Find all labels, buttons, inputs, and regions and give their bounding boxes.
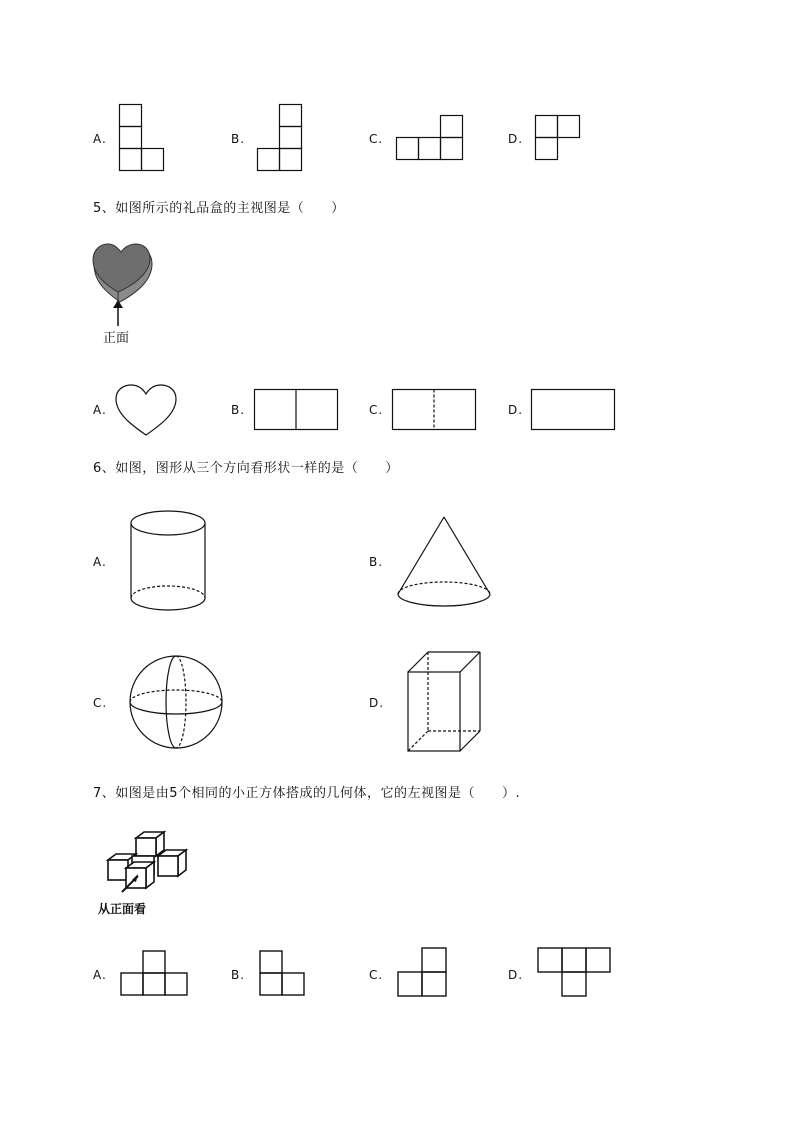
q4-option-d-label[interactable]: D.	[508, 132, 524, 146]
q6-option-a-label[interactable]: A.	[93, 555, 107, 569]
q7-option-a-figure	[120, 950, 190, 997]
q5-option-c-rect	[392, 389, 476, 430]
q4-option-d-figure	[535, 115, 582, 161]
q7-option-d-figure	[537, 947, 613, 999]
q5-option-b-rect	[254, 389, 338, 430]
q6-option-b-label[interactable]: B.	[369, 555, 384, 569]
q4-option-b-figure	[257, 104, 303, 172]
q7-option-a-label[interactable]: A.	[93, 968, 107, 982]
q4-option-b-label[interactable]: B.	[231, 132, 246, 146]
q6-option-c-label[interactable]: C.	[93, 696, 108, 710]
cylinder-figure	[130, 510, 208, 612]
q5-question-text: 5、如图所示的礼品盒的主视图是（ ）	[93, 201, 345, 216]
q6-option-d-label[interactable]: D.	[369, 696, 385, 710]
q7-option-b-label[interactable]: B.	[231, 968, 246, 982]
q5-option-b-label[interactable]: B.	[231, 403, 246, 417]
q4-option-c-figure	[396, 115, 465, 161]
q4-option-a-figure	[119, 104, 165, 172]
q7-option-b-figure	[259, 950, 307, 997]
q7-option-c-label[interactable]: C.	[369, 968, 384, 982]
q7-question-text: 7、如图是由5个相同的小正方体搭成的几何体，它的左视图是（ ）.	[93, 786, 521, 801]
front-label: 正面	[103, 331, 130, 346]
q7-option-d-label[interactable]: D.	[508, 968, 524, 982]
q5-option-a-label[interactable]: A.	[93, 403, 107, 417]
q5-option-d-label[interactable]: D.	[508, 403, 524, 417]
cuboid-figure	[407, 651, 481, 753]
q5-option-a-heart	[115, 384, 177, 436]
q5-option-d-rect	[531, 389, 615, 430]
cubes-figure	[104, 830, 194, 892]
q5-option-c-label[interactable]: C.	[369, 403, 384, 417]
q7-option-c-figure	[397, 947, 449, 999]
heart-gift-box-figure	[90, 242, 156, 304]
sphere-figure	[128, 654, 224, 750]
q6-question-text: 6、如图，图形从三个方向看形状一样的是（ ）	[93, 461, 399, 476]
cone-figure	[396, 516, 492, 608]
q4-option-c-label[interactable]: C.	[369, 132, 384, 146]
front-arrow-icon	[112, 300, 124, 326]
q4-option-a-label[interactable]: A.	[93, 132, 107, 146]
view-from-front-caption: 从正面看	[98, 902, 147, 916]
